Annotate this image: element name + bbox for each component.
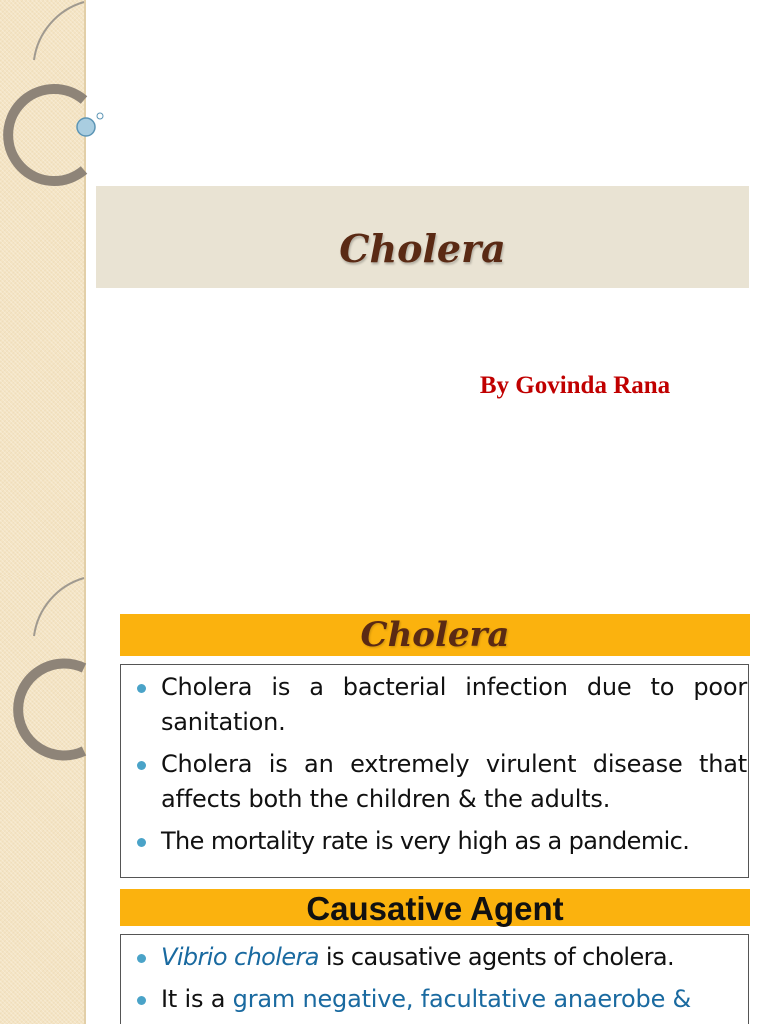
bullet-dot-icon	[137, 954, 146, 963]
content-slide	[0, 576, 768, 1024]
bullet-box	[120, 664, 749, 878]
list-item	[135, 670, 747, 740]
highlight-text: gram negative, facultative anaerobe &	[232, 985, 692, 1013]
species-name: Vibrio cholera	[161, 943, 319, 971]
heading-bar	[120, 614, 750, 656]
bullet-list	[135, 670, 747, 866]
bullet-text: is causative agents of cholera.	[318, 943, 675, 971]
section-heading: Causative Agent	[306, 890, 564, 927]
bullet-dot-icon	[137, 996, 146, 1005]
section-heading: Cholera	[360, 615, 510, 655]
list-item	[135, 940, 747, 975]
bullet-box	[120, 934, 749, 1024]
list-item	[135, 747, 747, 817]
bullet-text: Cholera is an extremely virulent disease that affects both the children & the adults.	[161, 750, 747, 813]
ring-decoration-icon	[0, 0, 120, 200]
bullet-text: It is a	[161, 985, 233, 1013]
bullet-list	[135, 940, 747, 1024]
heading-bar	[120, 889, 750, 926]
bullet-text: Cholera is a bacterial infection due to poor sanitation.	[161, 673, 747, 736]
bullet-text: The mortality rate is very high as a pandemic.	[161, 827, 690, 855]
slide-title: Cholera	[339, 226, 506, 271]
bullet-dot-icon	[137, 684, 146, 693]
list-item	[135, 824, 747, 859]
author-line: By Govinda Rana	[479, 372, 671, 399]
list-item	[135, 982, 747, 1017]
bullet-dot-icon	[137, 838, 146, 847]
ring-decoration-icon	[0, 576, 120, 776]
bullet-dot-icon	[137, 761, 146, 770]
